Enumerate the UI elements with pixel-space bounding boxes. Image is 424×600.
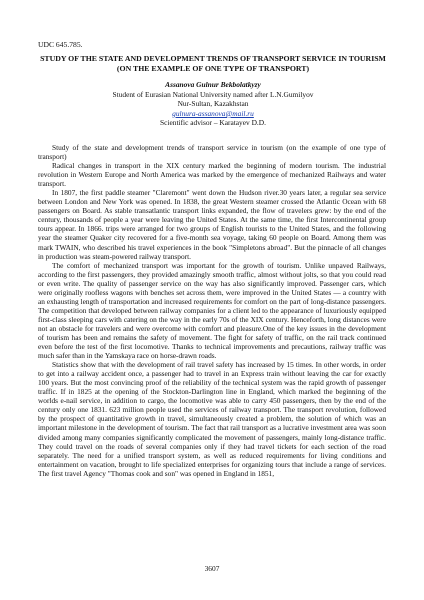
author-email-link[interactable]: gulnura-assanova@mail.ru	[172, 108, 254, 118]
paper-body	[38, 143, 386, 478]
paper-title: STUDY OF THE STATE AND DEVELOPMENT TRENDS OF TRANSPORT SERVICE IN TOURISM (ON THE EXAMPLE OF ONE TYPE OF TRANSPORT)	[40, 54, 386, 73]
body-paragraph: Radical changes in transport in the XIX century marked the beginning of modern tourism. The industrial revolution in Western Europe and North America was marked by the emergence of mechanized Railways and water transport.	[38, 161, 386, 189]
author-block	[38, 80, 388, 128]
body-paragraph: Statistics show that with the development of rail travel safety has increased by 15 times. In other words, in order to get into a railway accident once, a passenger had to travel in an Express train without leaving the car for exactly 100 years. But the most convincing proof of the reliability of the technical system was the rapid growth of passenger traffic. If in 1825 at the opening of the Stockton-Darlington line in England, which marked the beginning of the worlds e-nail service, in addition to cargo, the locomotive was able to carry 450 passengers, then by the end of the century only one 1831. 623 million people used the services of railway transport. The transport revolution, followed by the prospect of quantitative growth in travel, simultaneously created a problem, the solution of which was an important milestone in the development of tourism. The fact that rail transport as a lucrative investment area was soon divided among many companies significantly complicated the movement of passengers, mainly long-distance traffic. They could travel on the roads of several companies only if they had travel tickets for each section of the road separately. The need for a unified transport system, as well as reduced requirements for living conditions and entertainment on vacation, brought to life specialized enterprises for organizing tours that include a range of services. The first travel Agency "Thomas cook and son" was opened in England in 1851,	[38, 360, 386, 478]
body-paragraph: Study of the state and development trends of transport service in tourism (on the example of one type of transport)	[38, 143, 386, 162]
body-paragraph: In 1807, the first paddle steamer "Claremont" went down the Hudson river.30 years later, a regular sea service between London and New York was opened. In 1838, the great Western steamer crossed the Atlantic Ocean with 68 passengers on Board. As stable transatlantic transport links expanded, the flow of travelers grew: by the end of the century, thousands of people a year were leaving the United States. At the same time, the first Intercontinental group tours appear. In 1866. trips were arranged for two groups of English tourists to the United States, and the following year the steamer Quaker city recovered for a five-month sea voyage, taking 60 people on Board. Among them was mark TWAIN, who described his travel experiences in the book "Simpletons abroad". But the pinnacle of all changes in production was steam-powered railway transport.	[38, 188, 386, 261]
author-name: Assanova Gulnur Bekbolatkyzy	[165, 80, 261, 89]
body-paragraph: The comfort of mechanized transport was important for the growth of tourism. Unlike unpaved Railways, according to the first passengers, they provided amazingly smooth traffic, almost without jolts, so that you could read or even write. The quality of passenger service on the way has also significantly improved. Passenger cars, which were originally roofless wagons with benches set across them, were improved in the United States — a country with an exhausting length of transportation and increased requirements for comfort on the part of long-distance passengers. The competition that developed between railway companies for a client led to the appearance of luxuriously equipped first-class sleeping cars with catering on the way in the early 70s of the XIX century. Henceforth, long distances were not an obstacle for travelers and were overcome with comfort and pleasure.One of the key issues in the development of tourism has been and remains the safety of movement. The fight for safety of traffic, on the rail track continued even before the test of the first locomotive. Thanks to technical improvements and precautions, railway traffic was much safer than in the Yamskaya race on horse-drawn roads.	[38, 260, 386, 361]
author-affiliation: Student of Eurasian National University named after L.N.Gumilyov	[112, 89, 314, 99]
author-location: Nur-Sultan, Kazakhstan	[177, 99, 249, 109]
udc-code: UDC 645.785.	[38, 40, 83, 49]
page-number: 3607	[204, 564, 220, 573]
scientific-advisor: Scientific advisor – Karatayev D.D.	[160, 118, 266, 128]
